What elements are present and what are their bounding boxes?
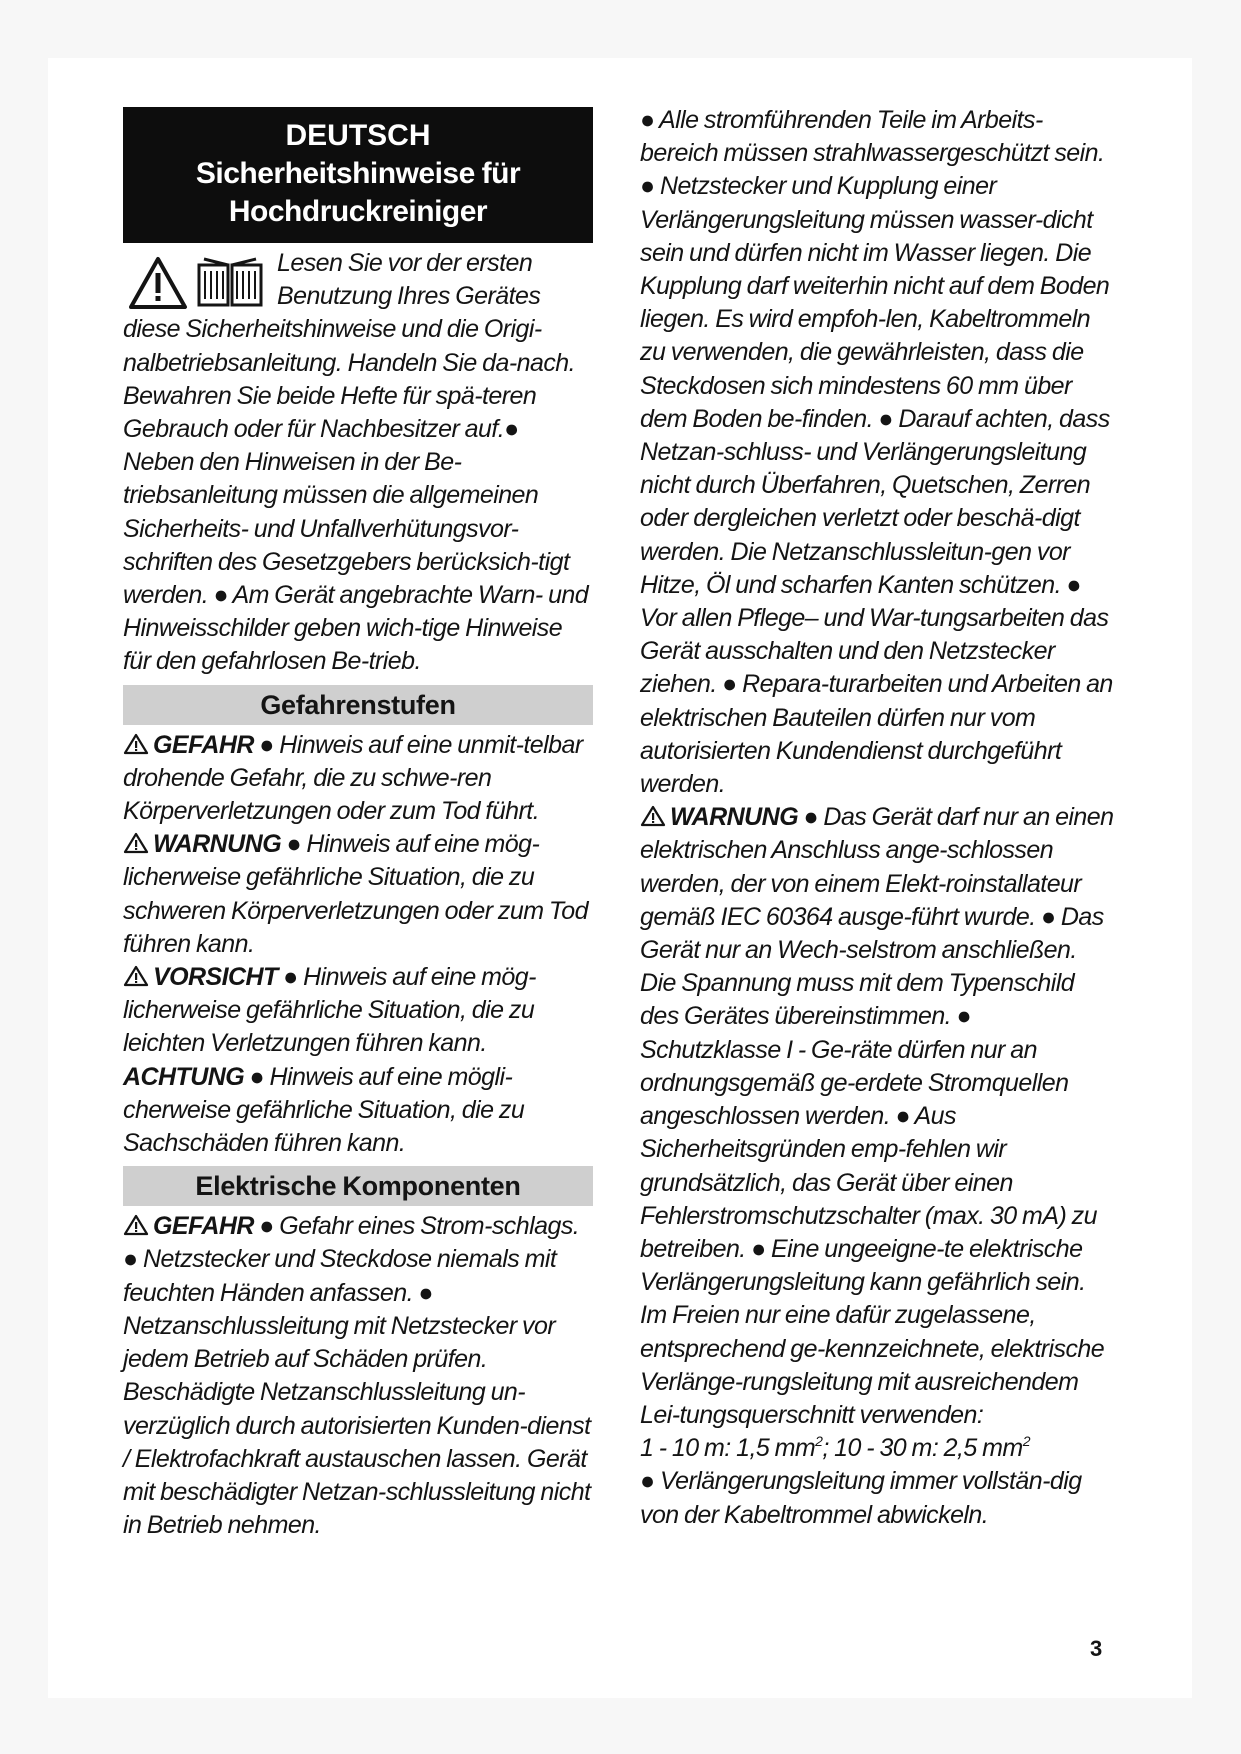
vorsicht-text: ● Hinweis auf eine mög-licherweise gefährliche Situation, die zu leichten Verletzungen führen kann. [123, 963, 536, 1058]
gefahr-label: GEFAHR [153, 730, 254, 759]
achtung-text: ● Hinweis auf eine mögli-cherweise gefährliche Situation, die zu Sachschäden führen kann. [123, 1062, 525, 1158]
language-title: DEUTSCH [285, 119, 431, 152]
vorsicht-paragraph [123, 961, 593, 1061]
right-paragraph-last: ● Verlängerungsleitung immer vollstän-dig von der Kabeltrommel abwickeln. [640, 1467, 1082, 1529]
elektrisch-gefahr-paragraph [123, 1210, 593, 1542]
right-paragraph-1: ● Alle stromführenden Teile im Arbeits-bereich müssen strahlwassergeschützt sein. ● Netzstecker und Kupplung einer Verlängerungsleitung müssen wasser-dicht sein und dürfen nicht im Wasser liegen. Die Kupplung darf weiterhin nicht auf dem Boden liegen. Es wird empfoh-len, Kabeltrommeln zu verwenden, die gewährleisten, dass die Steckdosen sich mindestens 60 mm über dem Boden be-finden. ● Darauf achten, dass Netzan-schluss- und Verlängerungsleitung nicht durch Überfahren, Quetschen, Zerren oder dergleichen verletzt oder beschä-digt werden. Die Netzanschlussleitun-gen vor Hitze, Öl und scharfen Kanten schützen. ● Vor allen Pflege– und War-tungsarbeiten das Gerät ausschalten und den Netzstecker ziehen. ● Repara-turarbeiten und Arbeiten an elektrischen Bauteilen dürfen nur vom autorisierten Kundendienst durchgeführt werden. [640, 106, 1113, 799]
achtung-paragraph [123, 1061, 593, 1161]
left-column [123, 107, 593, 1542]
section-header-gefahrenstufen: Gefahrenstufen [123, 685, 593, 725]
cable-spec-a-sup: 2 [815, 1433, 823, 1450]
intro-icons [123, 247, 269, 309]
page-number: 3 [1090, 1636, 1103, 1661]
cable-spec-b-sup: 2 [1022, 1433, 1030, 1450]
right-warnung-paragraph [640, 801, 1116, 1432]
open-book-icon [195, 255, 265, 311]
cable-spec-a: 1 - 10 m: 1,5 mm [640, 1434, 816, 1463]
right-column [640, 104, 1116, 1532]
right-warnung-text: ● Das Gerät darf nur an einen elektrischen Anschluss ange-schlossen werden, der von einem Elekt-roinstallateur gemäß IEC 60364 ausge-führt wurde. ● Das Gerät nur an Wech-selstrom anschließen. Die Spannung muss mit dem Typenschild des Gerätes übereinstimmen. ● Schutzklasse I - Ge-räte dürfen nur an ordnungsgemäß ge-erdete Stromquellen angeschlossen werden. ● Aus Sicherheitsgründen emp-fehlen wir grundsätzlich, das Gerät über einen Fehlerstromschutzschalter (max. 30 mA) zu betreiben. ● Eine ungeeigne-te elektrische Verlängerungsleitung kann gefährlich sein. Im Freien nur eine dafür zugelassene, entsprechend ge-kennzeichnete, elektrische Verlänge-rungsleitung mit ausreichendem Lei-tungsquerschnitt verwenden: [640, 803, 1114, 1429]
header-title-line1: Sicherheitshinweise für [195, 157, 521, 190]
warnung-text: ● Hinweis auf eine mög-licherweise gefährliche Situation, die zu schweren Körperverletzungen oder zum Tod führen kann. [123, 830, 589, 958]
cable-spec-line [640, 1432, 1116, 1465]
vorsicht-label: VORSICHT [153, 963, 278, 992]
warning-triangle-icon [123, 832, 149, 854]
warning-triangle-icon [127, 255, 189, 311]
warning-triangle-icon [123, 965, 149, 987]
gefahr-text: ● Hinweis auf eine unmit-telbar drohende Gefahr, die zu schwe-ren Körperverletzungen oder zum Tod führt. [123, 730, 583, 826]
header-title-line2: Hochdruckreiniger [228, 195, 488, 228]
intro-paragraph [123, 247, 593, 679]
cable-spec-b: ; 10 - 30 m: 2,5 mm [822, 1434, 1023, 1463]
warning-triangle-icon [123, 1214, 149, 1236]
warning-triangle-icon [640, 805, 666, 827]
warnung-label: WARNUNG [153, 830, 282, 859]
elektrisch-gefahr-label: GEFAHR [153, 1212, 254, 1241]
elektrisch-gefahr-text: ● Gefahr eines Strom-schlags. ● Netzstecker und Steckdose niemals mit feuchten Händen anfassen. ● Netzanschlussleitung mit Netzstecker vor jedem Betrieb auf Schäden prüfen. Beschädigte Netzanschlussleitung un-verzüglich durch autorisierten Kunden-dienst / Elektrofachkraft austauschen lassen. Gerät mit beschädigter Netzan-schlussleitung nicht in Betrieb nehmen. [123, 1212, 591, 1540]
intro-text: Lesen Sie vor der ersten Benutzung Ihres Gerätes diese Sicherheitshinweise und die Origi-nalbetriebsanleitung. Handeln Sie da-nach. Bewahren Sie beide Hefte für spä-teren Gebrauch oder für Nachbesitzer auf.● Neben den Hinweisen in der Be-triebsanleitung müssen die allgemeinen Sicherheits- und Unfallverhütungsvor-schriften des Gesetzgebers berücksich-tigt werden. ● Am Gerät angebrachte Warn- und Hinweisschilder geben wich-tige Hinweise für den gefahrlosen Be-trieb. [123, 249, 589, 676]
right-warnung-label: WARNUNG [670, 803, 799, 832]
section-header-elektrische-komponenten: Elektrische Komponenten [123, 1166, 593, 1206]
gefahr-paragraph [123, 729, 593, 829]
section-header-deutsch [123, 107, 593, 243]
achtung-label: ACHTUNG [123, 1062, 245, 1091]
warnung-paragraph [123, 828, 593, 961]
warning-triangle-icon [123, 733, 149, 755]
